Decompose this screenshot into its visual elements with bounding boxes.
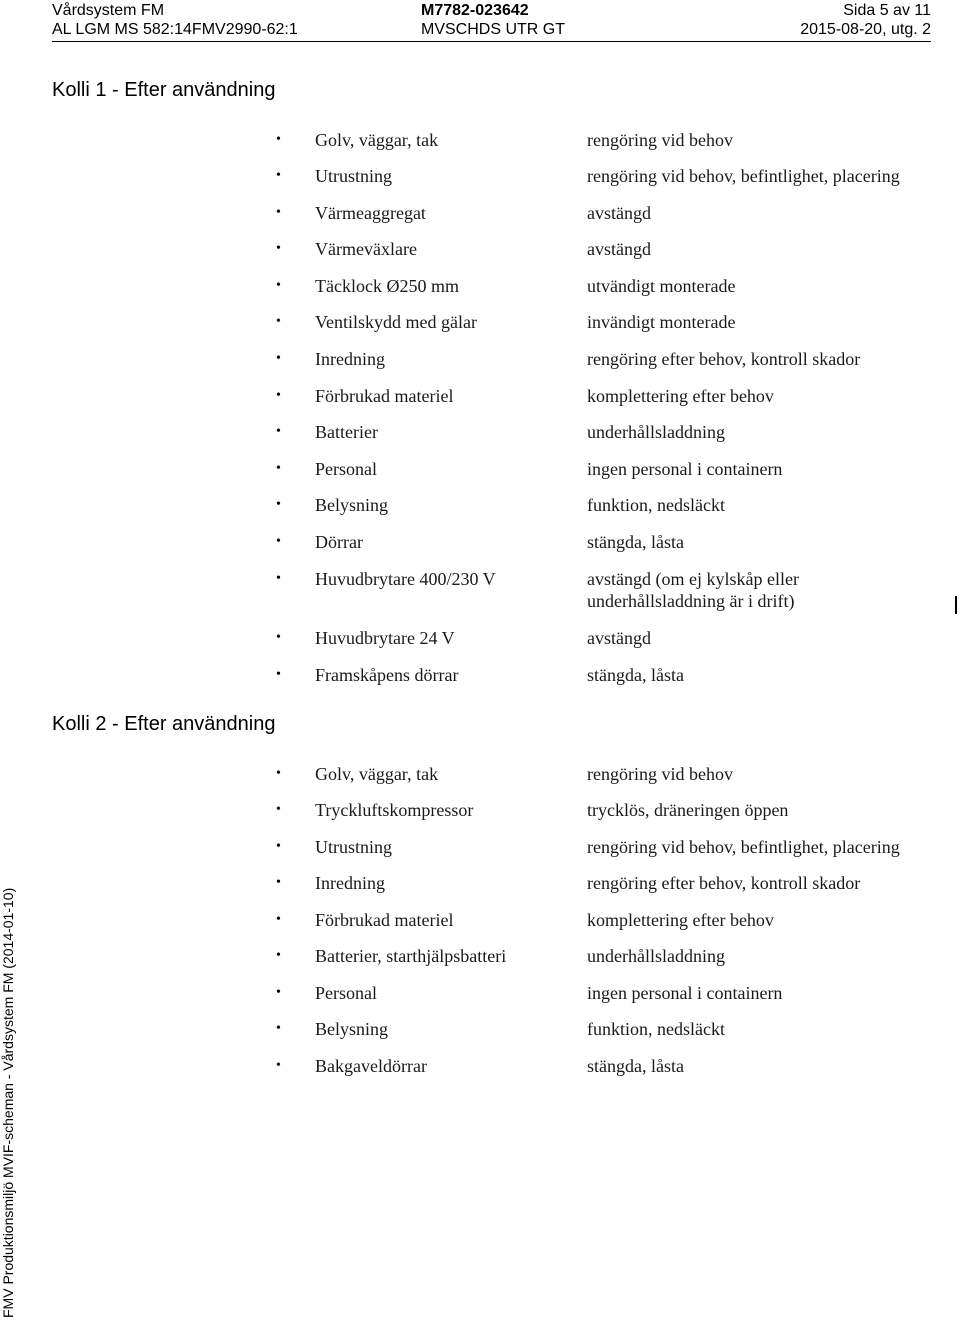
bullet-icon: • xyxy=(276,132,281,147)
item-status: komplettering efter behov xyxy=(587,386,774,406)
item-label: Golv, väggar, tak xyxy=(315,764,439,784)
header-divider xyxy=(52,41,931,42)
item-label: Personal xyxy=(315,459,377,479)
bullet-icon: • xyxy=(276,985,281,1000)
bullet-icon: • xyxy=(276,630,281,645)
item-label: Värmeaggregat xyxy=(315,203,426,223)
bullet-icon: • xyxy=(276,168,281,183)
bullet-icon: • xyxy=(276,1058,281,1073)
item-label: Huvudbrytare 24 V xyxy=(315,628,455,648)
bullet-icon: • xyxy=(276,571,281,586)
item-status: rengöring efter behov, kontroll skador xyxy=(587,349,861,369)
item-label: Batterier, starthjälpsbatteri xyxy=(315,946,507,966)
bullet-icon: • xyxy=(276,314,281,329)
item-label: Utrustning xyxy=(315,166,393,186)
item-status-continued: underhållsladdning är i drift) xyxy=(587,591,795,611)
bullet-icon: • xyxy=(276,839,281,854)
bullet-icon: • xyxy=(276,497,281,512)
section-title-kolli-1: Kolli 1 - Efter användning xyxy=(52,79,276,101)
item-label: Inredning xyxy=(315,873,385,893)
item-label: Värmeväxlare xyxy=(315,239,417,259)
item-label: Personal xyxy=(315,983,377,1003)
bullet-icon: • xyxy=(276,1021,281,1036)
item-status: utvändigt monterade xyxy=(587,276,736,296)
header-right xyxy=(800,1,931,39)
item-status: avstängd xyxy=(587,239,651,259)
bullet-icon: • xyxy=(276,241,281,256)
item-label: Huvudbrytare 400/230 V xyxy=(315,569,496,589)
section-title-kolli-2: Kolli 2 - Efter användning xyxy=(52,713,276,735)
side-footer-text: FMV Produktionsmiljö MVIF-scheman - Vårdsystem FM (2014-01-10) xyxy=(0,887,16,1318)
item-label: Utrustning xyxy=(315,837,393,857)
item-status: rengöring efter behov, kontroll skador xyxy=(587,873,861,893)
item-status: underhållsladdning xyxy=(587,946,725,966)
item-status: rengöring vid behov xyxy=(587,130,733,150)
bullet-icon: • xyxy=(276,875,281,890)
item-label: Golv, väggar, tak xyxy=(315,130,439,150)
bullet-icon: • xyxy=(276,388,281,403)
header-middle xyxy=(421,1,565,39)
item-label: Batterier xyxy=(315,422,378,442)
bullet-icon: • xyxy=(276,912,281,927)
item-status: stängda, låsta xyxy=(587,665,684,685)
item-status: underhållsladdning xyxy=(587,422,725,442)
document-reference: AL LGM MS 582:14FMV2990-62:1 xyxy=(52,21,298,38)
item-label: Täcklock Ø250 mm xyxy=(315,276,459,296)
header-left xyxy=(52,1,298,39)
item-label: Belysning xyxy=(315,1019,389,1039)
item-label: Framskåpens dörrar xyxy=(315,665,459,685)
page-number: Sida 5 av 11 xyxy=(843,2,931,19)
bullet-icon: • xyxy=(276,667,281,682)
item-label: Dörrar xyxy=(315,532,363,552)
item-status: komplettering efter behov xyxy=(587,910,774,930)
item-status: avstängd xyxy=(587,203,651,223)
item-status: invändigt monterade xyxy=(587,312,736,332)
bullet-icon: • xyxy=(276,205,281,220)
item-status: stängda, låsta xyxy=(587,1056,684,1076)
item-label: Förbrukad materiel xyxy=(315,386,454,406)
item-label: Inredning xyxy=(315,349,385,369)
item-status: funktion, nedsläckt xyxy=(587,1019,725,1039)
item-status: rengöring vid behov xyxy=(587,764,733,784)
item-status: trycklös, dräneringen öppen xyxy=(587,800,789,820)
item-label: Ventilskydd med gälar xyxy=(315,312,477,332)
bullet-icon: • xyxy=(276,766,281,781)
item-status: avstängd (om ej kylskåp eller xyxy=(587,569,799,589)
item-status: rengöring vid behov, befintlighet, placering xyxy=(587,837,900,857)
system-name: Vårdsystem FM xyxy=(52,2,165,19)
item-status: stängda, låsta xyxy=(587,532,684,552)
bullet-icon: • xyxy=(276,948,281,963)
bullet-icon: • xyxy=(276,278,281,293)
document-date-edition: 2015-08-20, utg. 2 xyxy=(800,21,931,38)
item-label: Tryckluftskompressor xyxy=(315,800,474,820)
document-code: MVSCHDS UTR GT xyxy=(421,21,565,38)
bullet-icon: • xyxy=(276,534,281,549)
document-number: M7782-023642 xyxy=(421,2,529,19)
bullet-icon: • xyxy=(276,351,281,366)
item-status: ingen personal i containern xyxy=(587,983,783,1003)
item-status: avstängd xyxy=(587,628,651,648)
item-status: ingen personal i containern xyxy=(587,459,783,479)
item-status: rengöring vid behov, befintlighet, placering xyxy=(587,166,900,186)
change-bar xyxy=(955,596,957,614)
bullet-icon: • xyxy=(276,461,281,476)
item-label: Bakgaveldörrar xyxy=(315,1056,427,1076)
bullet-icon: • xyxy=(276,802,281,817)
bullet-icon: • xyxy=(276,424,281,439)
item-status: funktion, nedsläckt xyxy=(587,495,725,515)
item-label: Förbrukad materiel xyxy=(315,910,454,930)
item-label: Belysning xyxy=(315,495,389,515)
